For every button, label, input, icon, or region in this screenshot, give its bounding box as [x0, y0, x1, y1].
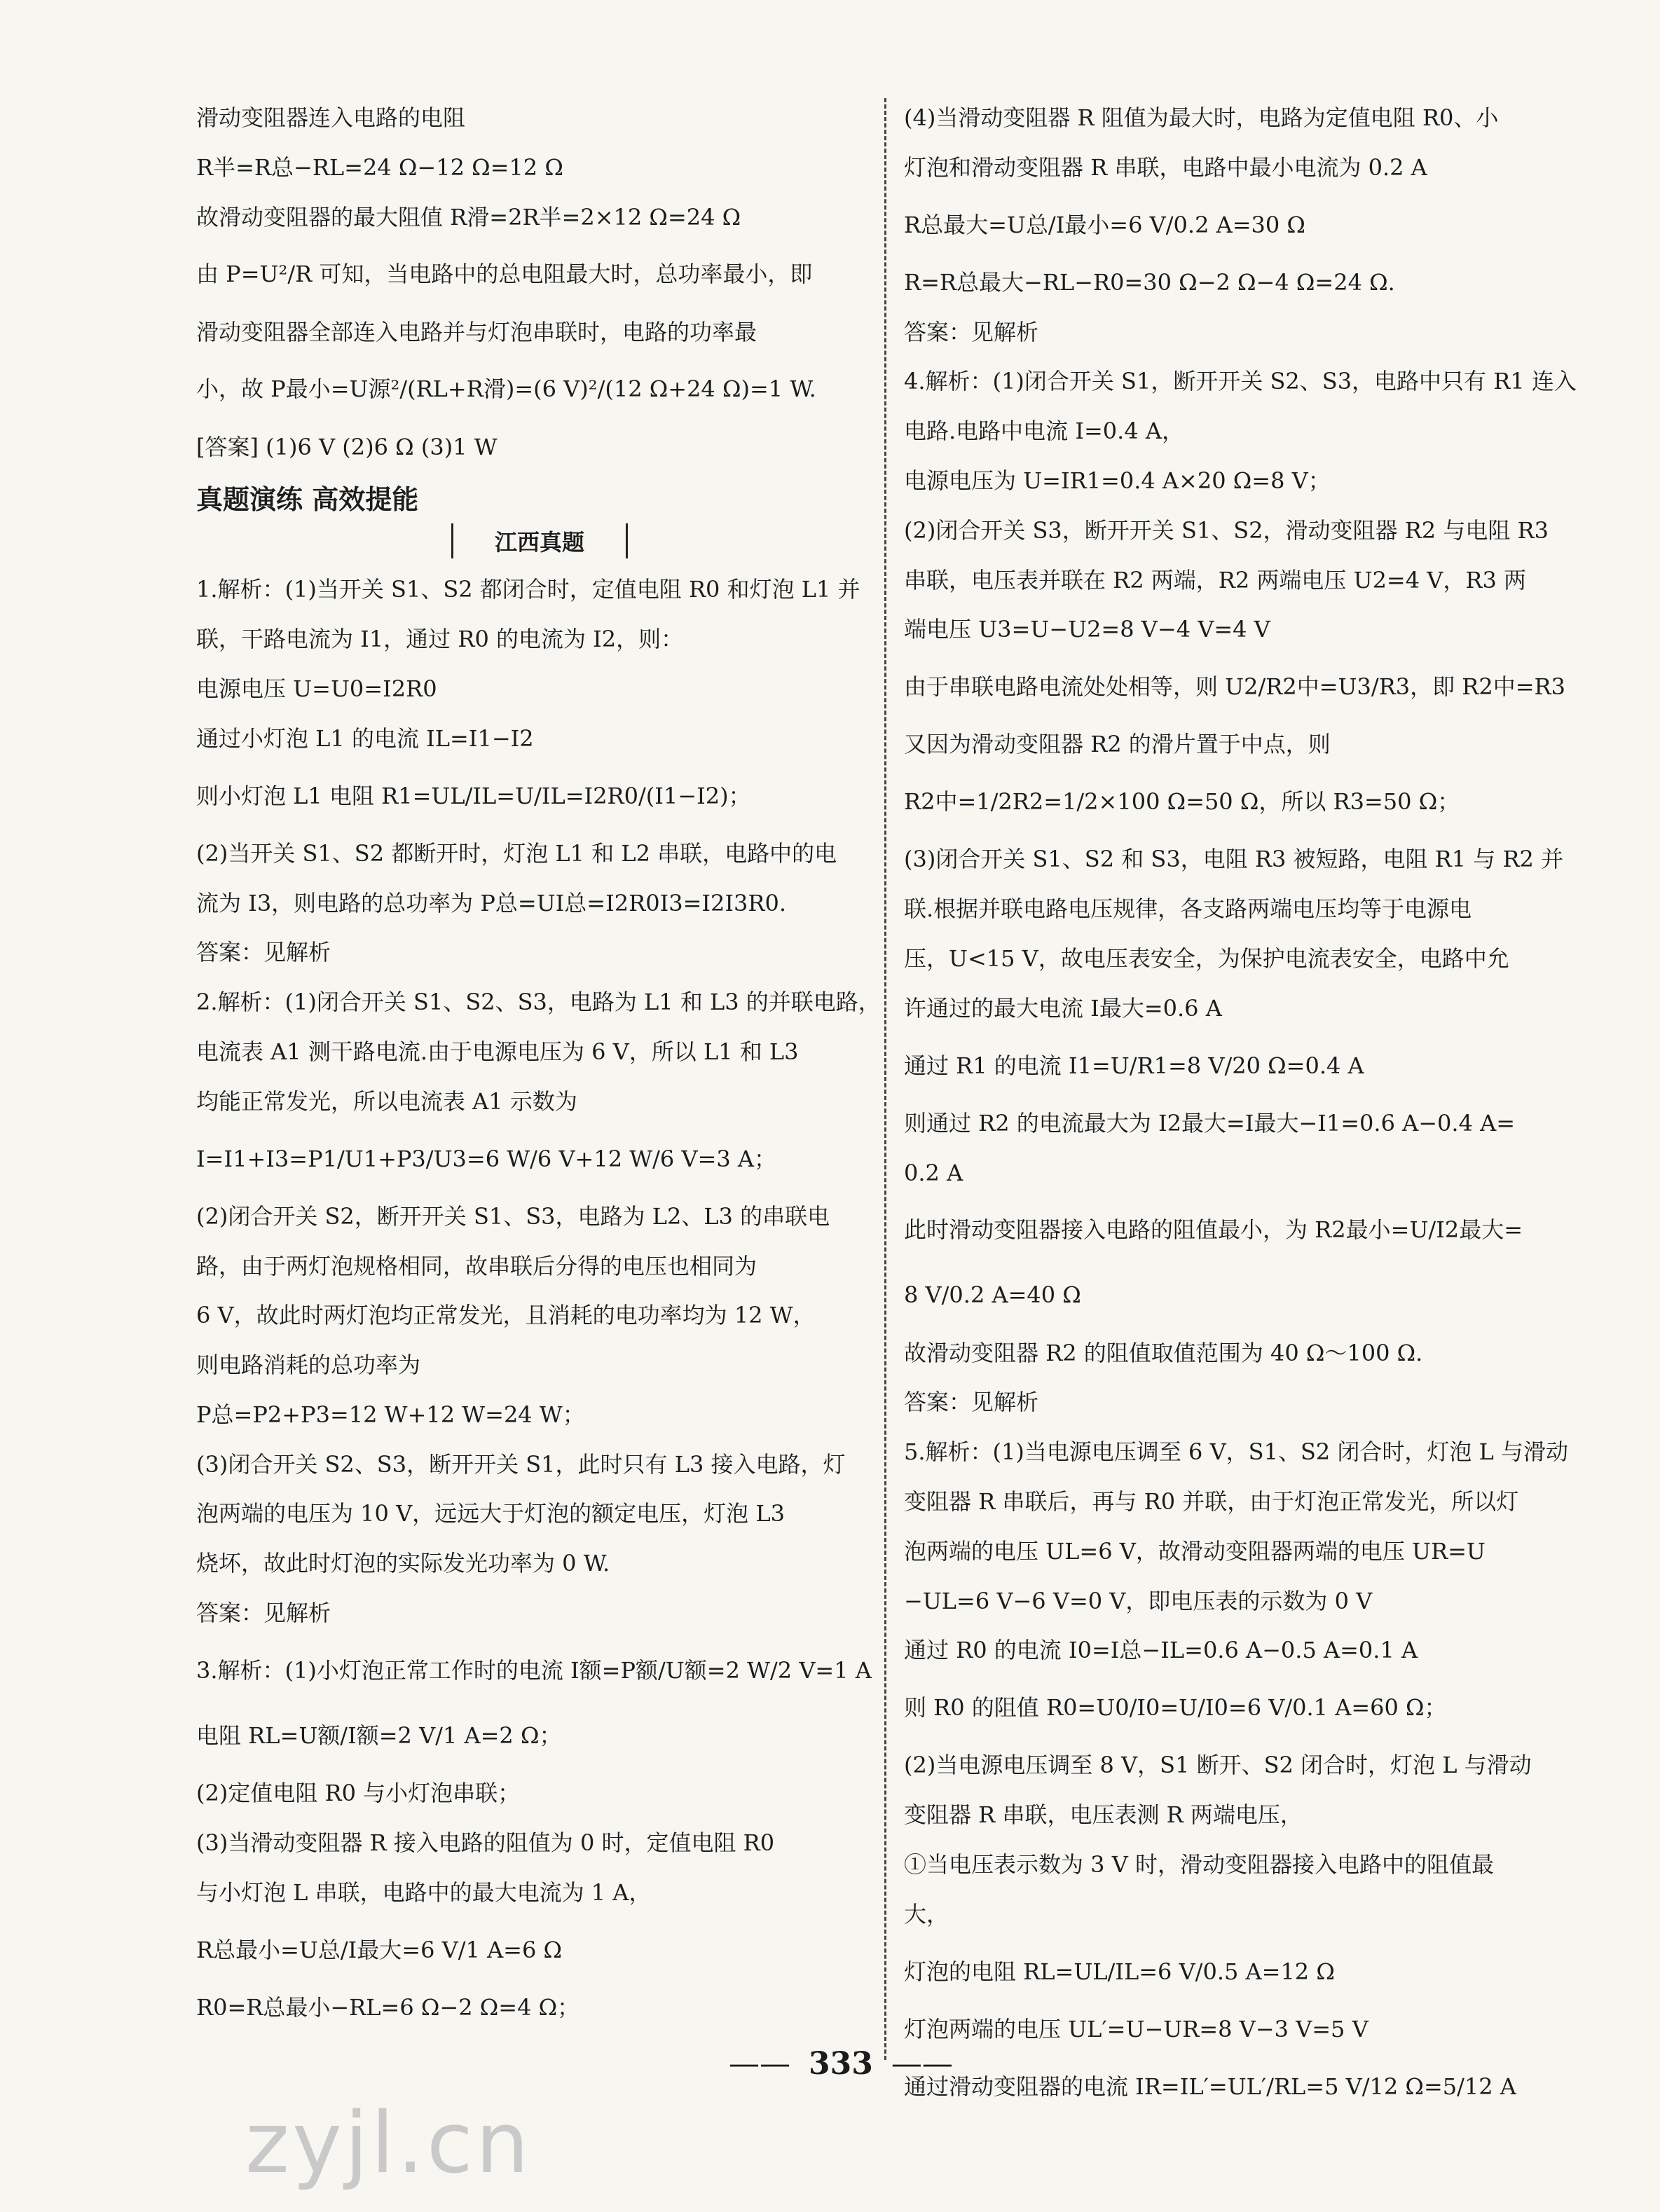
text-line: (2)当开关 S1、S2 都断开时，灯泡 L1 和 L2 串联，电路中的电: [196, 839, 837, 867]
text-line: (3)当滑动变阻器 R 接入电路的阻值为 0 时，定值电阻 R0: [196, 1829, 775, 1857]
text-line: [答案] (1)6 V (2)6 Ω (3)1 W: [196, 433, 498, 460]
text-line: 灯泡两端的电压 UL′=U−UR=8 V−3 V=5 V: [904, 2015, 1369, 2042]
text-line: 4.解析：(1)闭合开关 S1，断开开关 S2、S3，电路中只有 R1 连入: [904, 368, 1577, 395]
text-line: 变阻器 R 串联后，再与 R0 并联，由于灯泡正常发光，所以灯: [904, 1488, 1519, 1516]
text-line: 灯泡的电阻 RL=UL/IL=6 V/0.5 A=12 Ω: [904, 1958, 1335, 1985]
text-line: 1.解析：(1)当开关 S1、S2 都闭合时，定值电阻 R0 和灯泡 L1 并: [196, 576, 860, 603]
text-line: P总=P2+P3=12 W+12 W=24 W；: [196, 1401, 585, 1428]
text-line: 泡两端的电压 UL=6 V，故滑动变阻器两端的电压 UR=U: [904, 1537, 1486, 1565]
text-line: 与小灯泡 L 串联，电路中的最大电流为 1 A，: [196, 1878, 652, 1906]
text-line: ①当电压表示数为 3 V 时，滑动变阻器接入电路中的阻值最: [904, 1851, 1494, 1878]
text-line: 则电路消耗的总功率为: [196, 1352, 421, 1379]
text-line: 通过 R1 的电流 I1=U/R1=8 V/20 Ω=0.4 A: [904, 1052, 1364, 1079]
text-line: 端电压 U3=U−U2=8 V−4 V=4 V: [904, 616, 1270, 643]
text-line: 通过小灯泡 L1 的电流 IL=I1−I2: [196, 724, 534, 752]
text-line: 通过 R0 的电流 I0=I总−IL=0.6 A−0.5 A=0.1 A: [904, 1637, 1418, 1664]
text-line: (2)闭合开关 S2，断开开关 S1、S3，电路为 L2、L3 的串联电: [196, 1202, 830, 1230]
text-line: 路，由于两灯泡规格相同，故串联后分得的电压也相同为: [196, 1252, 757, 1279]
text-line: 故滑动变阻器 R2 的阻值取值范围为 40 Ω～100 Ω.: [904, 1339, 1423, 1366]
text-line: 联，干路电流为 I1，通过 R0 的电流为 I2，则：: [196, 626, 684, 653]
text-line: 由 P=U²/R 可知，当电路中的总电阻最大时，总功率最小，即: [196, 261, 813, 288]
text-line: (4)当滑动变阻器 R 阻值为最大时，电路为定值电阻 R0、小: [904, 104, 1499, 131]
text-line: 电路.电路中电流 I=0.4 A，: [904, 418, 1184, 445]
text-line: 电源电压 U=U0=I2R0: [196, 675, 437, 702]
text-line: 答案：见解析: [196, 939, 331, 966]
text-line: 5.解析：(1)当电源电压调至 6 V，S1、S2 闭合时，灯泡 L 与滑动: [904, 1438, 1569, 1466]
text-line: 许通过的最大电流 I最大=0.6 A: [904, 994, 1222, 1022]
text-line: R半=R总−RL=24 Ω−12 Ω=12 Ω: [196, 153, 563, 181]
text-line: 此时滑动变阻器接入电路的阻值最小，为 R2最小=U/I2最大=: [904, 1216, 1523, 1244]
text-line: 联.根据并联电路电压规律，各支路两端电压均等于电源电: [904, 895, 1472, 923]
text-line: 答案：见解析: [904, 1389, 1039, 1416]
text-line: 小，故 P最小=U源²/(RL+R滑)=(6 V)²/(12 Ω+24 Ω)=1 W.: [196, 376, 816, 403]
text-line: 滑动变阻器连入电路的电阻: [196, 104, 466, 131]
text-line: 答案：见解析: [904, 318, 1039, 345]
text-line: 电流表 A1 测干路电流.由于电源电压为 6 V，所以 L1 和 L3: [196, 1038, 799, 1065]
text-line: (2)定值电阻 R0 与小灯泡串联；: [196, 1780, 521, 1807]
text-line: 又因为滑动变阻器 R2 的滑片置于中点，则: [904, 731, 1331, 758]
text-line: 3.解析：(1)小灯泡正常工作时的电流 I额=P额/U额=2 W/2 V=1 A: [196, 1656, 872, 1684]
text-line: 灯泡和滑动变阻器 R 串联，电路中最小电流为 0.2 A: [904, 153, 1427, 181]
text-line: 0.2 A: [904, 1159, 963, 1186]
text-line: 压，U<15 V，故电压表安全，为保护电流表安全，电路中允: [904, 944, 1509, 972]
section-title: 真题演练 高效提能: [196, 484, 419, 516]
page-number: —— 333 ——: [729, 2046, 953, 2082]
text-line: 电源电压为 U=IR1=0.4 A×20 Ω=8 V；: [904, 467, 1331, 494]
section-box-title: 江西真题: [451, 523, 628, 558]
text-line: (3)闭合开关 S1、S2 和 S3，电阻 R3 被短路，电阻 R1 与 R2 并: [904, 846, 1564, 873]
text-line: 通过滑动变阻器的电流 IR=IL′=UL′/RL=5 V/12 Ω=5/12 A: [904, 2073, 1516, 2100]
text-line: 故滑动变阻器的最大阻值 R滑=2R半=2×12 Ω=24 Ω: [196, 203, 741, 231]
text-line: 泡两端的电压为 10 V，远远大于灯泡的额定电压，灯泡 L3: [196, 1500, 785, 1527]
text-line: 答案：见解析: [196, 1600, 331, 1627]
text-line: 2.解析：(1)闭合开关 S1、S2、S3，电路为 L1 和 L3 的并联电路，: [196, 989, 881, 1016]
text-line: 电阻 RL=U额/I额=2 V/1 A=2 Ω；: [196, 1722, 562, 1750]
text-line: 由于串联电路电流处处相等，则 U2/R2中=U3/R3，即 R2中=R3: [904, 673, 1566, 701]
right-column: [904, 97, 1577, 2123]
text-line: 大，: [904, 1900, 949, 1928]
left-column: [196, 97, 883, 2036]
text-line: 烧坏，故此时灯泡的实际发光功率为 0 W.: [196, 1550, 610, 1577]
text-line: −UL=6 V−6 V=0 V，即电压表的示数为 0 V: [904, 1587, 1373, 1614]
text-line: 则小灯泡 L1 电阻 R1=UL/IL=U/IL=I2R0/(I1−I2)；: [196, 782, 751, 809]
text-line: (2)闭合开关 S3，断开开关 S1、S2，滑动变阻器 R2 与电阻 R3: [904, 516, 1549, 544]
text-line: 8 V/0.2 A=40 Ω: [904, 1282, 1081, 1309]
text-line: R总最小=U总/I最大=6 V/1 A=6 Ω: [196, 1936, 563, 1963]
text-line: 变阻器 R 串联，电压表测 R 两端电压，: [904, 1801, 1303, 1829]
watermark-text: zyjl.cn: [245, 2095, 532, 2192]
text-line: 则 R0 的阻值 R0=U0/I0=U/I0=6 V/0.1 A=60 Ω；: [904, 1694, 1447, 1722]
text-line: I=I1+I3=P1/U1+P3/U3=6 W/6 V+12 W/6 V=3 A；: [196, 1145, 777, 1172]
column-divider: [884, 98, 886, 2060]
text-line: 6 V，故此时两灯泡均正常发光，且消耗的电功率均为 12 W，: [196, 1302, 816, 1329]
text-line: R总最大=U总/I最小=6 V/0.2 A=30 Ω: [904, 211, 1305, 238]
text-line: 流为 I3，则电路的总功率为 P总=UI总=I2R0I3=I2I3R0.: [196, 889, 787, 916]
text-line: 滑动变阻器全部连入电路并与灯泡串联时，电路的功率最: [196, 318, 757, 345]
text-line: (2)当电源电压调至 8 V，S1 断开、S2 闭合时，灯泡 L 与滑动: [904, 1752, 1532, 1779]
text-line: 串联，电压表并联在 R2 两端，R2 两端电压 U2=4 V，R3 两: [904, 566, 1527, 593]
text-line: R=R总最大−RL−R0=30 Ω−2 Ω−4 Ω=24 Ω.: [904, 268, 1395, 296]
text-line: (3)闭合开关 S2、S3，断开开关 S1，此时只有 L3 接入电路，灯: [196, 1450, 846, 1478]
text-line: 均能正常发光，所以电流表 A1 示数为: [196, 1087, 577, 1115]
text-line: R0=R总最小−RL=6 Ω−2 Ω=4 Ω；: [196, 1993, 580, 2021]
text-line: R2中=1/2R2=1/2×100 Ω=50 Ω，所以 R3=50 Ω；: [904, 788, 1460, 816]
text-line: 则通过 R2 的电流最大为 I2最大=I最大−I1=0.6 A−0.4 A=: [904, 1109, 1516, 1136]
